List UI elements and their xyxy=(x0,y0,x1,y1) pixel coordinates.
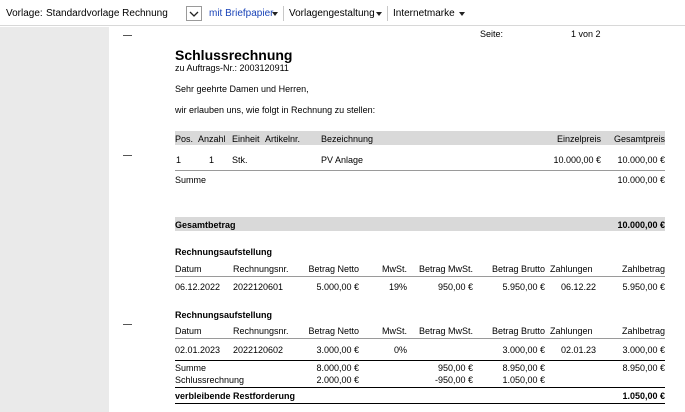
divider xyxy=(175,403,665,404)
header-bezeichnung: Bezeichnung xyxy=(321,134,374,144)
summe-value: 10.000,00 € xyxy=(617,175,665,185)
aufst-header-brutto: Betrag Brutto xyxy=(491,326,545,336)
aufst2-mwst: 0% xyxy=(393,345,407,355)
divider xyxy=(175,338,665,339)
page-label: Seite: xyxy=(480,29,504,39)
restforderung-value: 1.050,00 € xyxy=(622,391,665,401)
schlussrechnung-row-label: Schlussrechnung xyxy=(175,375,245,385)
aufst1-zahlungen: 06.12.22 xyxy=(560,282,596,292)
summe-row-label: Summe xyxy=(175,363,207,373)
aufst-header-zahlbetrag: Zahlbetrag xyxy=(621,264,665,274)
aufst-header-zahlungen: Zahlungen xyxy=(550,264,593,274)
item-gesamtpreis: 10.000,00 € xyxy=(617,155,665,165)
aufst2-brutto: 3.000,00 € xyxy=(502,345,545,355)
gesamtbetrag-value: 10.000,00 € xyxy=(617,220,665,230)
item-einheit: Stk. xyxy=(232,155,248,165)
briefpapier-button[interactable]: mit Briefpapier xyxy=(209,8,274,19)
briefpapier-caret-icon[interactable] xyxy=(272,12,278,16)
preview-sidebar xyxy=(0,27,109,412)
gesamtbetrag-band xyxy=(175,217,665,231)
header-gesamtpreis: Gesamtpreis xyxy=(613,134,665,144)
schlussrechnung-row-netto: 2.000,00 € xyxy=(316,375,359,385)
toolbar xyxy=(0,0,685,26)
aufst1-datum: 06.12.2022 xyxy=(175,282,221,292)
divider xyxy=(175,387,665,388)
summe-row-netto: 8.000,00 € xyxy=(316,363,359,373)
summe-row-betrag-mwst: 950,00 € xyxy=(437,363,473,373)
aufst1-betrag-mwst: 950,00 € xyxy=(437,282,473,292)
aufst-header-datum: Datum xyxy=(175,264,202,274)
aufst1-zahlbetrag: 5.950,00 € xyxy=(622,282,665,292)
header-artikelnr: Artikelnr. xyxy=(265,134,301,144)
divider xyxy=(175,360,665,361)
internetmarke-button[interactable]: Internetmarke xyxy=(393,8,455,19)
item-anzahl: 1 xyxy=(209,155,215,165)
divider xyxy=(175,276,665,277)
toolbar-separator xyxy=(283,6,284,21)
aufst-header-netto: Betrag Netto xyxy=(308,326,359,336)
aufst-header-mwst: MwSt. xyxy=(381,264,407,274)
fold-mark xyxy=(123,35,132,36)
item-einzelpreis: 10.000,00 € xyxy=(553,155,601,165)
aufst2-zahlungen: 02.01.23 xyxy=(560,345,596,355)
aufst-header-netto: Betrag Netto xyxy=(308,264,359,274)
page-number: 1 von 2 xyxy=(571,29,601,39)
aufst1-mwst: 19% xyxy=(388,282,407,292)
document-title: Schlussrechnung xyxy=(175,47,293,63)
gesamtbetrag-label: Gesamtbetrag xyxy=(175,220,236,230)
item-pos: 1 xyxy=(176,155,182,165)
schlussrechnung-row-betrag-mwst: -950,00 € xyxy=(434,375,473,385)
header-anzahl: Anzahl xyxy=(198,134,226,144)
header-einzelpreis: Einzelpreis xyxy=(556,134,601,144)
fold-mark xyxy=(123,324,132,325)
fold-mark xyxy=(123,155,132,156)
toolbar-separator xyxy=(387,6,388,21)
divider xyxy=(175,170,665,171)
internetmarke-caret-icon[interactable] xyxy=(459,12,465,16)
vorlage-select-value[interactable]: Standardvorlage Rechnung xyxy=(46,8,168,19)
summe-label: Summe xyxy=(175,175,207,185)
aufstellung-title: Rechnungsaufstellung xyxy=(175,310,273,320)
summe-row-zahlbetrag: 8.950,00 € xyxy=(622,363,665,373)
restforderung-label: verbleibende Restforderung xyxy=(175,391,296,401)
chevron-down-icon xyxy=(189,10,199,18)
aufst1-netto: 5.000,00 € xyxy=(316,282,359,292)
aufst-header-rechnungsnr: Rechnungsnr. xyxy=(233,326,289,336)
summe-row-brutto: 8.950,00 € xyxy=(502,363,545,373)
aufst-header-zahlungen: Zahlungen xyxy=(550,326,593,336)
aufst-header-rechnungsnr: Rechnungsnr. xyxy=(233,264,289,274)
item-bezeichnung: PV Anlage xyxy=(321,155,364,165)
aufst-header-betrag-mwst: Betrag MwSt. xyxy=(418,326,473,336)
aufst1-brutto: 5.950,00 € xyxy=(502,282,545,292)
aufst2-zahlbetrag: 3.000,00 € xyxy=(622,345,665,355)
aufst1-rechnungsnr: 2022120601 xyxy=(233,282,284,292)
aufst-header-datum: Datum xyxy=(175,326,202,336)
aufstellung-title: Rechnungsaufstellung xyxy=(175,247,273,257)
aufst2-datum: 02.01.2023 xyxy=(175,345,221,355)
header-pos: Pos. xyxy=(175,134,194,144)
aufst2-netto: 3.000,00 € xyxy=(316,345,359,355)
vorlagengestaltung-button[interactable]: Vorlagengestaltung xyxy=(289,8,375,19)
greeting-text: Sehr geehrte Damen und Herren, xyxy=(175,84,309,94)
vorlagengestaltung-caret-icon[interactable] xyxy=(376,12,382,16)
intro-text: wir erlauben uns, wie folgt in Rechnung zu stellen: xyxy=(175,105,376,115)
vorlage-label: Vorlage: xyxy=(6,8,43,19)
aufst-header-brutto: Betrag Brutto xyxy=(491,264,545,274)
aufst-header-betrag-mwst: Betrag MwSt. xyxy=(418,264,473,274)
header-einheit: Einheit xyxy=(232,134,260,144)
aufst2-rechnungsnr: 2022120602 xyxy=(233,345,284,355)
document-page xyxy=(109,27,685,412)
aufst-header-zahlbetrag: Zahlbetrag xyxy=(621,326,665,336)
aufst-header-mwst: MwSt. xyxy=(381,326,407,336)
vorlage-dropdown-button[interactable] xyxy=(186,6,202,21)
document-subtitle: zu Auftrags-Nr.: 2003120911 xyxy=(175,63,289,73)
schlussrechnung-row-brutto: 1.050,00 € xyxy=(502,375,545,385)
